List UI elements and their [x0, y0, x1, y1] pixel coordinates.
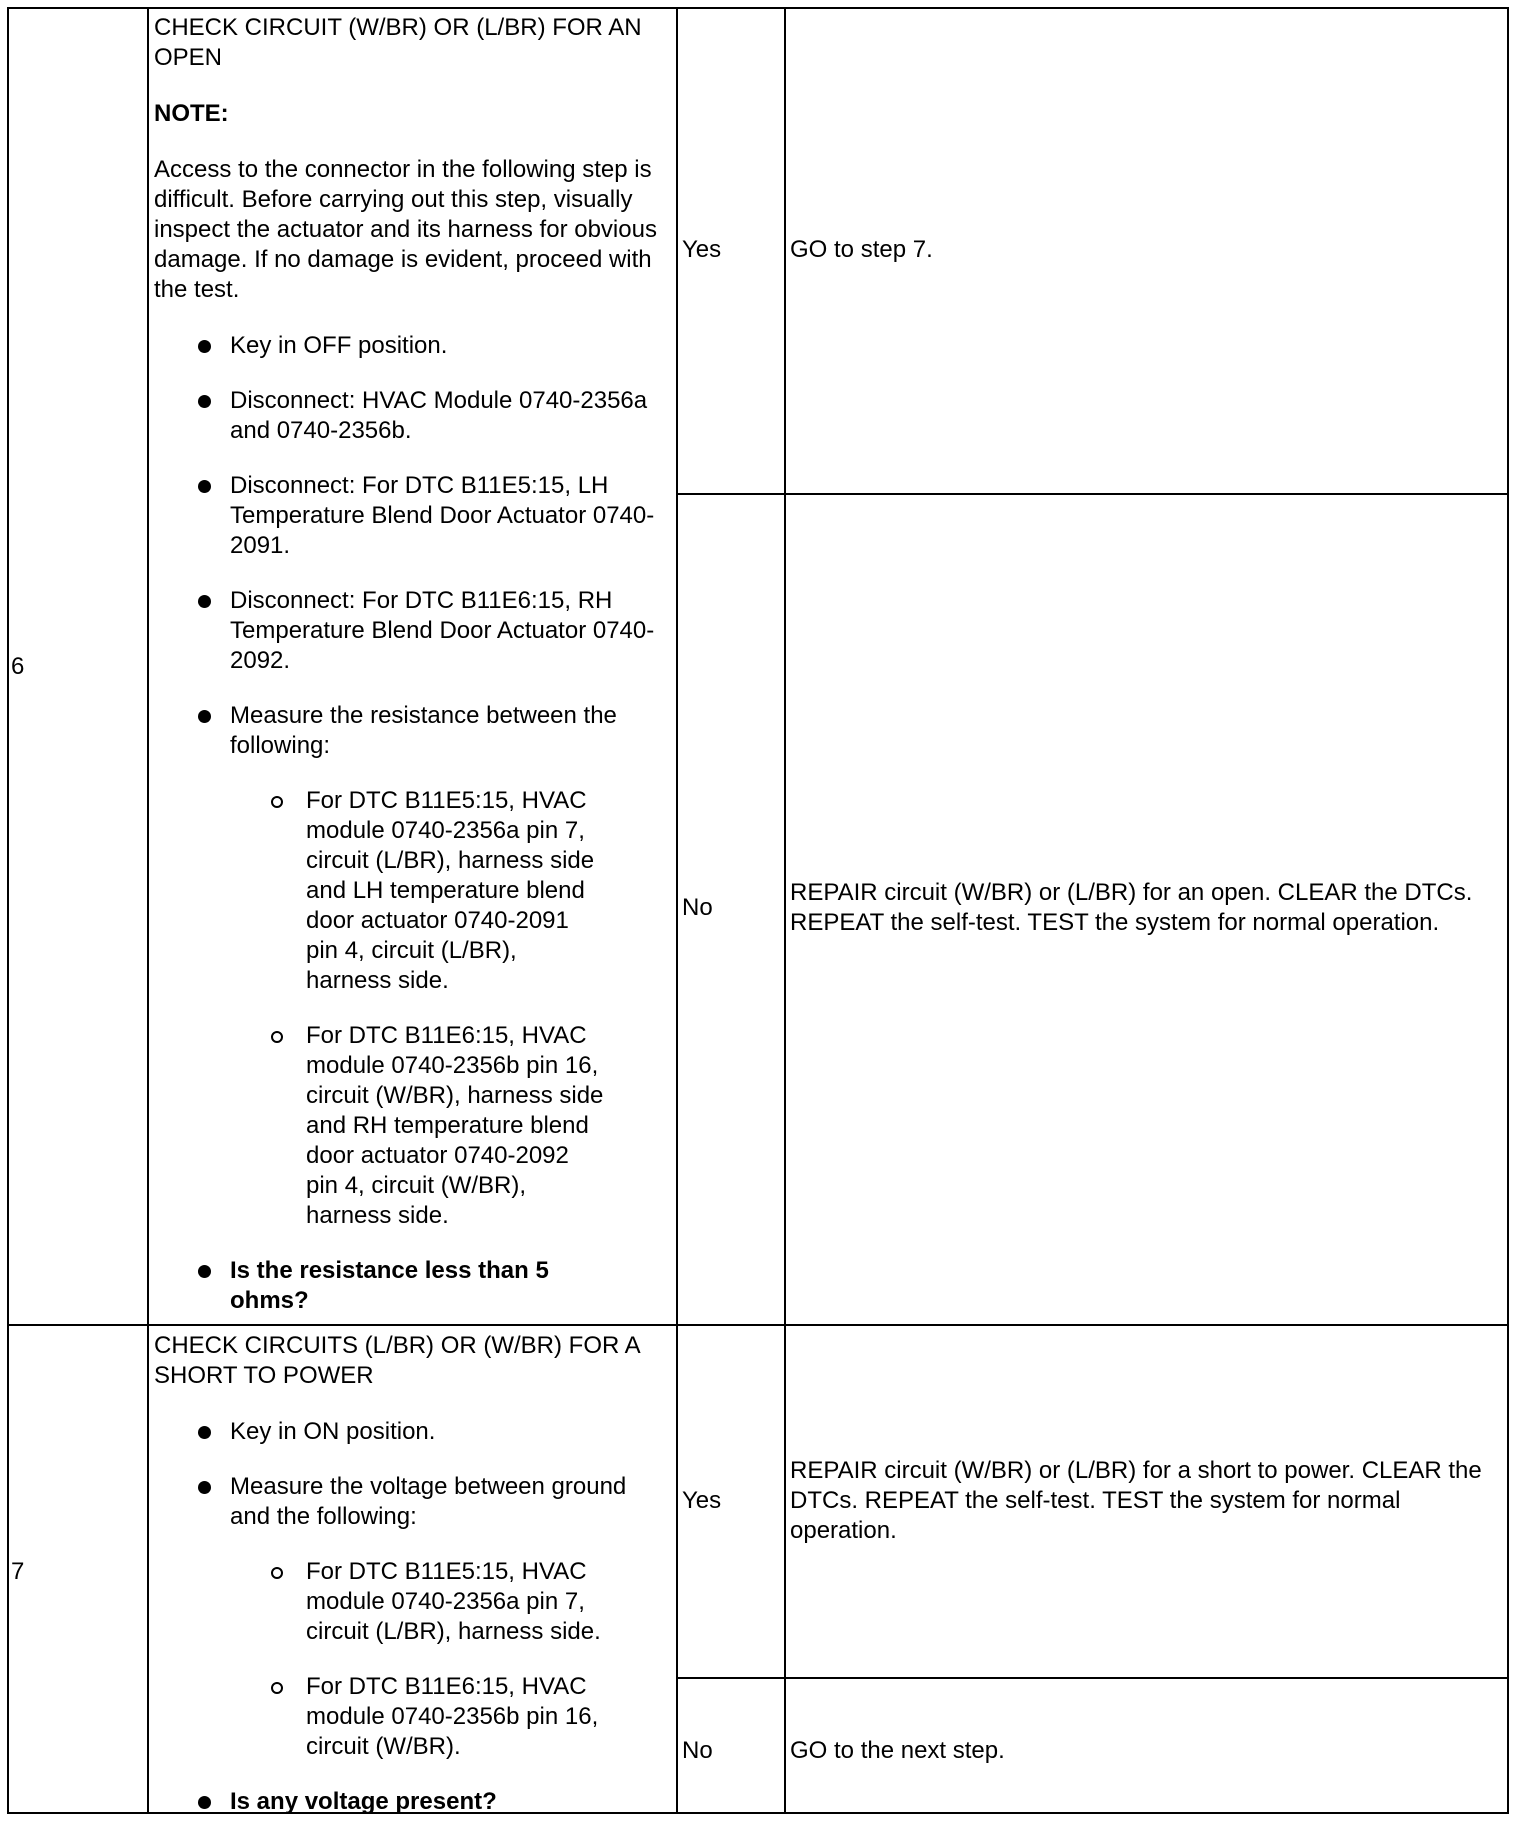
sub-list-item: For DTC B11E6:15, HVAC module 0740-2356b pin 16, circuit (W/BR), harness side and RH temperature blend door actuator 0740-2092 pin 4, circuit (W/BR), harness side.: [230, 1021, 606, 1231]
no-action: REPAIR circuit (W/BR) or (L/BR) for an open. CLEAR the DTCs. REPEAT the self-test. TEST the system for normal operation.: [790, 879, 1473, 936]
note-text: Access to the connector in the following step is difficult. Before carrying out this step, visually inspect the actuator and its harness for obvious damage. If no damage is evident, proceed with the test.: [154, 156, 657, 303]
step-title: CHECK CIRCUITS (L/BR) OR (W/BR) FOR A SHORT TO POWER: [154, 1332, 640, 1389]
no-action: GO to the next step.: [790, 1737, 1005, 1764]
question: Is the resistance less than 5 ohms?: [154, 1256, 570, 1316]
sub-list-item: For DTC B11E5:15, HVAC module 0740-2356a pin 7, circuit (L/BR), harness side and LH temperature blend door actuator 0740-2091 pin 4, circuit (L/BR), harness side.: [230, 786, 606, 996]
column-divider: [784, 7, 786, 1814]
bullet-list: [154, 331, 669, 1316]
list-item: Disconnect: HVAC Module 0740-2356a and 0740-2356b.: [154, 386, 669, 446]
step-number: 6: [11, 653, 25, 680]
sub-list-item: For DTC B11E6:15, HVAC module 0740-2356b pin 16, circuit (W/BR).: [230, 1672, 626, 1762]
row-divider: [676, 493, 1509, 495]
step-title: CHECK CIRCUIT (W/BR) OR (L/BR) FOR AN OPEN: [154, 14, 642, 71]
list-item: [154, 701, 669, 1231]
list-item: Disconnect: For DTC B11E6:15, RH Temperature Blend Door Actuator 0740-2092.: [154, 586, 669, 676]
yes-action: GO to step 7.: [790, 236, 933, 263]
no-label: No: [682, 894, 713, 921]
question: Is any voltage present?: [154, 1787, 669, 1817]
list-item: [154, 1472, 669, 1762]
row-divider: [676, 1677, 1509, 1679]
note-label: NOTE:: [154, 100, 229, 127]
bullet-list: [154, 1417, 669, 1817]
no-label: No: [682, 1737, 713, 1764]
column-divider: [676, 7, 678, 1814]
step-number: 7: [11, 1558, 25, 1585]
sub-list-item: For DTC B11E5:15, HVAC module 0740-2356a pin 7, circuit (L/BR), harness side.: [230, 1557, 626, 1647]
step-description: [154, 13, 669, 1316]
list-item-text: Measure the voltage between ground and the following:: [230, 1473, 627, 1530]
yes-label: Yes: [682, 1487, 722, 1514]
yes-action: REPAIR circuit (W/BR) or (L/BR) for a short to power. CLEAR the DTCs. REPEAT the self-test. TEST the system for normal operation.: [790, 1457, 1482, 1544]
list-item: Key in ON position.: [154, 1417, 669, 1447]
yes-label: Yes: [682, 236, 722, 263]
list-item: Key in OFF position.: [154, 331, 669, 361]
step-description: [154, 1331, 669, 1817]
column-divider: [147, 7, 149, 1814]
list-item-text: Measure the resistance between the following:: [230, 702, 617, 759]
row-divider: [7, 1324, 1509, 1326]
sub-bullet-list: [154, 1557, 669, 1762]
list-item: Disconnect: For DTC B11E5:15, LH Temperature Blend Door Actuator 0740-2091.: [154, 471, 669, 561]
sub-bullet-list: [154, 786, 669, 1231]
